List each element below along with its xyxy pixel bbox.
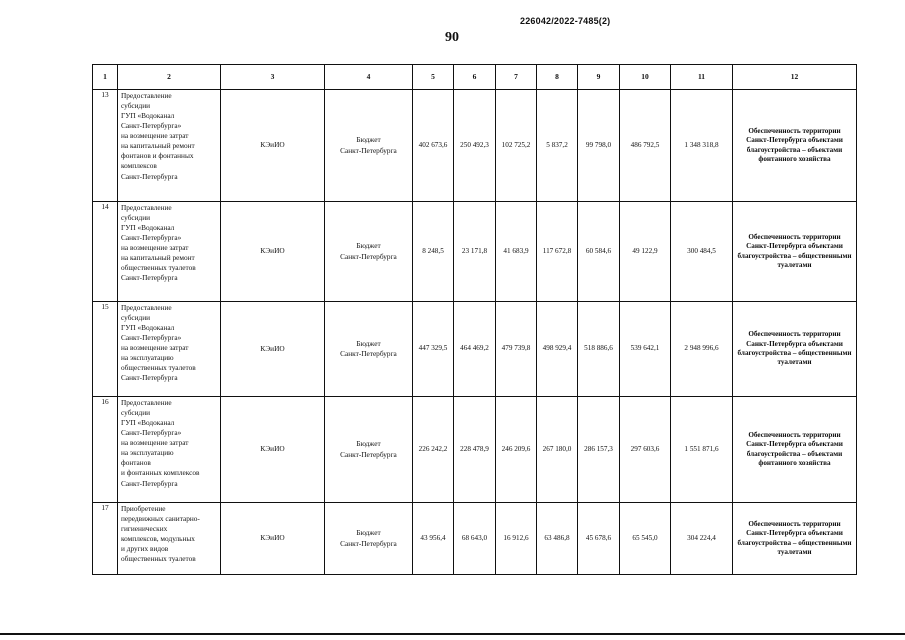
value-cell: 267 180,0 <box>537 397 578 503</box>
column-header: 7 <box>496 65 537 90</box>
row-number: 14 <box>93 202 118 302</box>
column-header: 9 <box>578 65 620 90</box>
value-cell: 16 912,6 <box>496 503 537 575</box>
table-row <box>93 202 857 302</box>
value-cell: 539 642,1 <box>620 302 671 397</box>
column-header: 6 <box>454 65 496 90</box>
activity-name: Предоставление субсидии ГУП «Водоканал Санкт-Петербурга» на возмещение затрат на эксплуатацию общественных туалетов Санкт-Петербурга <box>118 302 221 397</box>
row-number: 13 <box>93 90 118 202</box>
value-cell: 246 209,6 <box>496 397 537 503</box>
row-number: 17 <box>93 503 118 575</box>
value-cell: 250 492,3 <box>454 90 496 202</box>
value-cell: 41 683,9 <box>496 202 537 302</box>
value-cell: 479 739,8 <box>496 302 537 397</box>
row-number: 16 <box>93 397 118 503</box>
table-row <box>93 90 857 202</box>
executor: КЭиИО <box>221 397 325 503</box>
table-row <box>93 302 857 397</box>
value-cell: 297 603,6 <box>620 397 671 503</box>
column-header: 4 <box>325 65 413 90</box>
executor: КЭиИО <box>221 202 325 302</box>
column-header: 3 <box>221 65 325 90</box>
value-cell: 518 886,6 <box>578 302 620 397</box>
activity-name: Приобретение передвижных санитарно- гигиенических комплексов, модульных и других видов общественных туалетов <box>118 503 221 575</box>
value-cell: 68 643,0 <box>454 503 496 575</box>
activity-name: Предоставление субсидии ГУП «Водоканал Санкт-Петербурга» на возмещение затрат на эксплуатацию фонтанов и фонтанных комплексов Санкт-Петербурга <box>118 397 221 503</box>
value-cell: 43 956,4 <box>413 503 454 575</box>
activity-name: Предоставление субсидии ГУП «Водоканал Санкт-Петербурга» на возмещение затрат на капитальный ремонт фонтанов и фонтанных комплексов Санкт-Петербурга <box>118 90 221 202</box>
value-cell: 5 837,2 <box>537 90 578 202</box>
column-header: 8 <box>537 65 578 90</box>
value-cell: 8 248,5 <box>413 202 454 302</box>
value-cell: 102 725,2 <box>496 90 537 202</box>
total-cell: 2 948 996,6 <box>671 302 733 397</box>
executor: КЭиИО <box>221 503 325 575</box>
funding-source: Бюджет Санкт-Петербурга <box>325 503 413 575</box>
table-row <box>93 503 857 575</box>
value-cell: 45 678,6 <box>578 503 620 575</box>
row-number: 15 <box>93 302 118 397</box>
expected-result: Обеспеченность территории Санкт-Петербурга объектами благоустройства – объектами фонтанного хозяйства <box>733 90 857 202</box>
value-cell: 447 329,5 <box>413 302 454 397</box>
funding-source: Бюджет Санкт-Петербурга <box>325 302 413 397</box>
value-cell: 498 929,4 <box>537 302 578 397</box>
column-header: 2 <box>118 65 221 90</box>
total-cell: 1 551 871,6 <box>671 397 733 503</box>
value-cell: 464 469,2 <box>454 302 496 397</box>
value-cell: 63 486,8 <box>537 503 578 575</box>
funding-source: Бюджет Санкт-Петербурга <box>325 397 413 503</box>
total-cell: 304 224,4 <box>671 503 733 575</box>
expected-result: Обеспеченность территории Санкт-Петербурга объектами благоустройства – общественными туалетами <box>733 302 857 397</box>
program-table <box>92 64 857 575</box>
page-bottom-edge <box>0 633 905 635</box>
value-cell: 226 242,2 <box>413 397 454 503</box>
column-header: 10 <box>620 65 671 90</box>
value-cell: 49 122,9 <box>620 202 671 302</box>
header-row <box>93 65 857 90</box>
expected-result: Обеспеченность территории Санкт-Петербурга объектами благоустройства – объектами фонтанного хозяйства <box>733 397 857 503</box>
executor: КЭиИО <box>221 302 325 397</box>
value-cell: 117 672,8 <box>537 202 578 302</box>
column-header: 11 <box>671 65 733 90</box>
value-cell: 286 157,3 <box>578 397 620 503</box>
funding-source: Бюджет Санкт-Петербурга <box>325 90 413 202</box>
activity-name: Предоставление субсидии ГУП «Водоканал Санкт-Петербурга» на возмещение затрат на капитальный ремонт общественных туалетов Санкт-Петербурга <box>118 202 221 302</box>
column-header: 1 <box>93 65 118 90</box>
funding-source: Бюджет Санкт-Петербурга <box>325 202 413 302</box>
column-header: 12 <box>733 65 857 90</box>
expected-result: Обеспеченность территории Санкт-Петербурга объектами благоустройства – общественными туалетами <box>733 202 857 302</box>
total-cell: 300 484,5 <box>671 202 733 302</box>
value-cell: 23 171,8 <box>454 202 496 302</box>
page-number: 90 <box>445 30 459 45</box>
expected-result: Обеспеченность территории Санкт-Петербурга объектами благоустройства – общественными туалетами <box>733 503 857 575</box>
table-row <box>93 397 857 503</box>
value-cell: 65 545,0 <box>620 503 671 575</box>
value-cell: 402 673,6 <box>413 90 454 202</box>
value-cell: 486 792,5 <box>620 90 671 202</box>
executor: КЭиИО <box>221 90 325 202</box>
value-cell: 228 478,9 <box>454 397 496 503</box>
value-cell: 99 798,0 <box>578 90 620 202</box>
value-cell: 60 584,6 <box>578 202 620 302</box>
column-header: 5 <box>413 65 454 90</box>
document-code: 226042/2022-7485(2) <box>520 16 611 26</box>
total-cell: 1 348 318,8 <box>671 90 733 202</box>
